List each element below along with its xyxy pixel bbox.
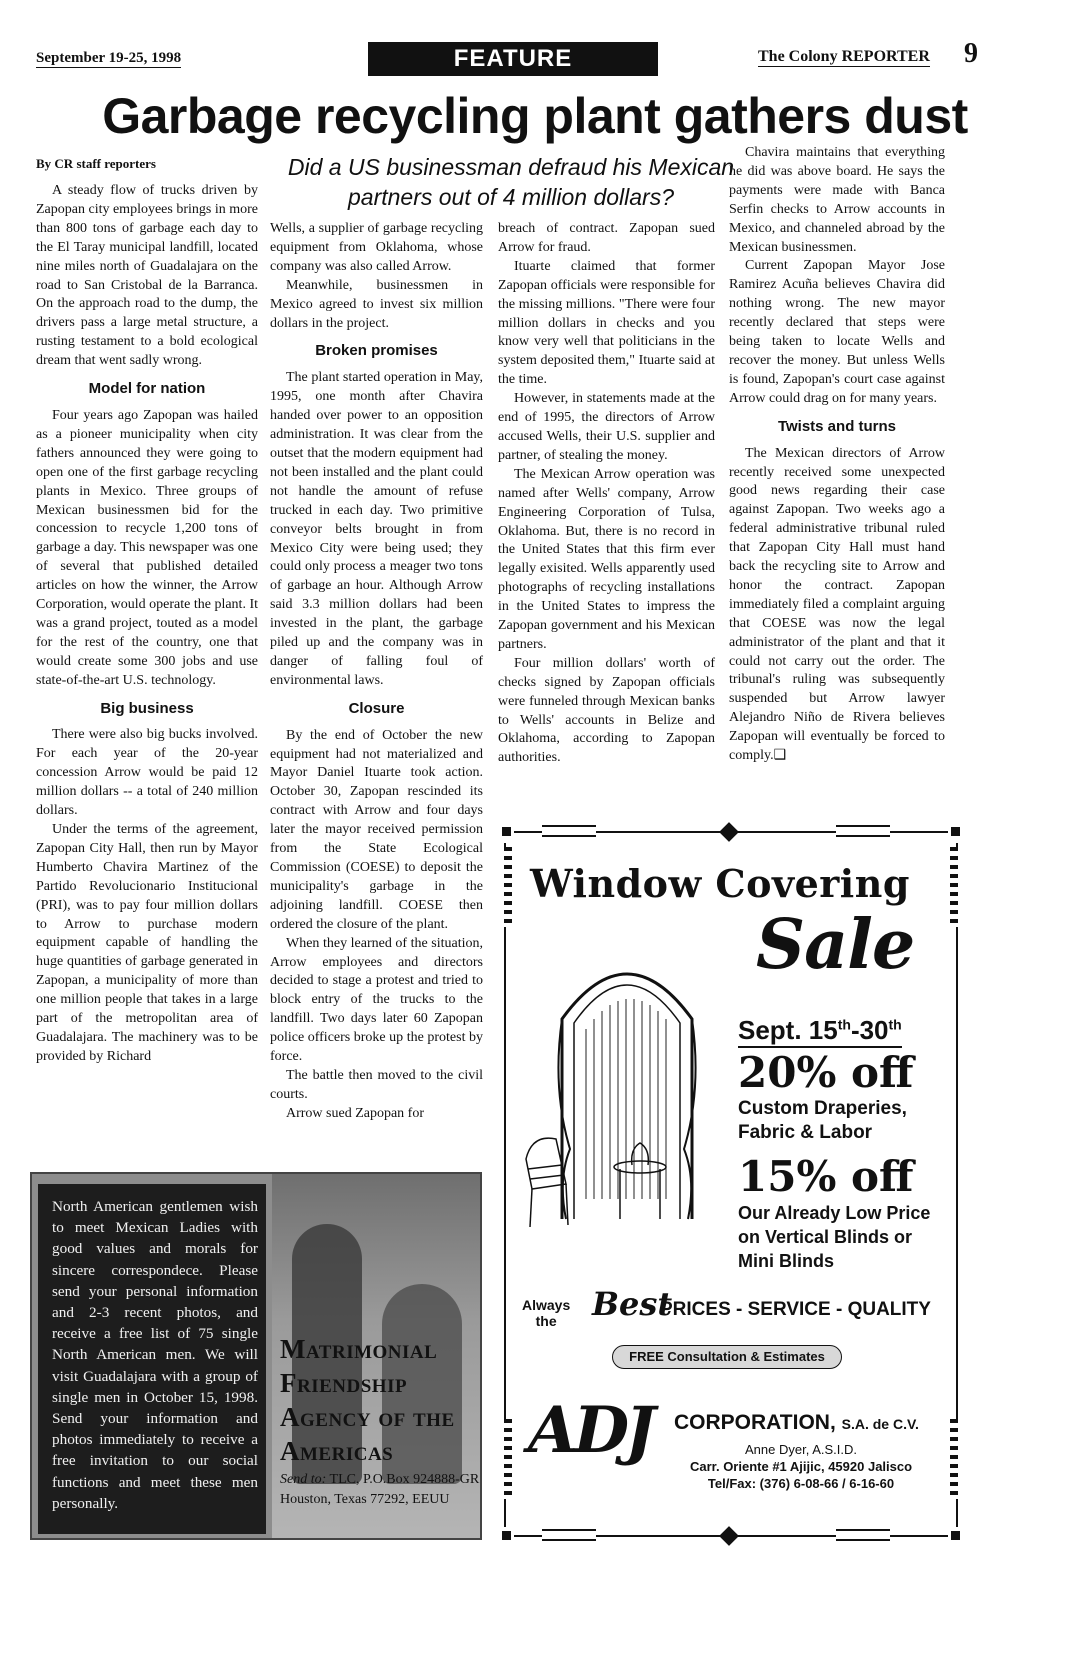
ad-border-left (504, 843, 514, 1527)
section-label: FEATURE (368, 42, 658, 76)
article-column-3 (498, 220, 715, 768)
article-column-4 (729, 144, 945, 766)
classified-text: North American gentlemen wish to meet Mexican Ladies with good values and morals for sincere correspondece. Please send your personal information and 2-3 recent photos, and receive a free list of 75 single North American men. We will visit Guadalajara with a group of single men in October 15, 1998. Send your information and photos immediately to receive a free invitation to our social functions and meet these men personally. (38, 1184, 266, 1534)
ad-title: Window Covering (530, 861, 910, 906)
issue-date: September 19-25, 1998 (36, 50, 182, 66)
paragraph: There were also big bucks involved. For each year of the 20-year concession Arrow would be paid 12 million dollars -- a total of 240 million dollars. (36, 727, 258, 819)
sale-dates-text: -30 (850, 1015, 889, 1045)
ordinal: th (888, 1016, 902, 1033)
vine-ornament-icon (836, 1529, 890, 1541)
paragraph: The plant started operation in May, 1995, one month after Chavira handed over power to an opposition administration. It was clear from the outset that the modern equipment had not been installed and the plant could not handle the amount of refuse trucked in each day. Two primitive conveyor belts brought in from Mexico City were being used; they could only process a meager two tons of garbage an hour. Although Arrow said 3.3 million dollars had been invested in the plant, the garbage piled up and the company was in danger of falling foul of environmental laws. (270, 370, 483, 688)
classified-photo (272, 1174, 482, 1540)
border-square-icon (502, 827, 511, 836)
tagline-the: the (535, 1313, 557, 1329)
article-column-1 (36, 182, 258, 1067)
byline: By CR staff reporters (36, 156, 156, 171)
paragraph: Under the terms of the agreement, Zapopan City Hall, then run by Mayor Humberto Chavira Martinez of the Partido Revolucionario Institucional (PRI), was to pay four million dollars to Arrow to purchase modern equipment capable of handling the huge quantities of garbage generated in Zapopan, a municipality of more than one million people that takes in a large part of the metropolitan area of Guadalajara. The machinery was to be provided by Richard (36, 822, 258, 1064)
free-consultation-badge: FREE Consultation & Estimates (612, 1345, 842, 1369)
tagline-prices: PRICES - SERVICE - QUALITY (660, 1299, 931, 1320)
paragraph (729, 445, 945, 766)
agency-name: Matrimonial Friendship Agency of the Americas (280, 1334, 455, 1466)
tagline-best: Best (592, 1285, 673, 1323)
vine-ornament-icon (504, 847, 512, 927)
subhead: Did a US businessman defraud his Mexican partners out of 4 million dollars? (287, 154, 735, 210)
sale-dates (738, 1015, 902, 1048)
paragraph: However, in statements made at the end of 1995, the directors of Arrow accused Wells, their U.S. supplier and partner, of stealing the money. (498, 391, 715, 463)
vine-ornament-icon (836, 825, 890, 837)
section-heading: Broken promises (315, 342, 438, 360)
diamond-ornament-icon (719, 1526, 739, 1546)
paragraph: When they learned of the situation, Arrow employees and directors decided to stage a protest and tried to block entry of the trucks to the landfill. Two days later 60 Zapopan police officers broke up the protest by force. (270, 935, 483, 1065)
vertical-blinds (586, 999, 666, 1199)
offer-2-description: Our Already Low Price on Vertical Blinds or Mini Blinds (738, 1203, 931, 1271)
masthead (36, 38, 1000, 78)
headline: Garbage recycling plant gathers dust (102, 88, 968, 144)
send-to-label: Send to: (280, 1472, 327, 1487)
section-heading: Twists and turns (777, 417, 897, 435)
border-square-icon (951, 1531, 960, 1540)
company-suffix: S.A. de C.V. (841, 1416, 919, 1432)
ad-border-top (502, 825, 960, 839)
paragraph: Ituarte claimed that former Zapopan officials were responsible for the missing millions. "There were four million dollars in checks and you know very well that politicians in the system deposited them," Ituarte said at the time. (498, 258, 715, 388)
diamond-ornament-icon (719, 822, 739, 842)
border-square-icon (951, 827, 960, 836)
classified-ad (30, 1172, 482, 1540)
paragraph: Four years ago Zapopan was hailed as a pioneer municipality when city fathers announced they were going to open one of the first garbage recycling plants in Mexico. Three groups of Mexican businessmen bid for the concession to recycle 1,200 tons of garbage a day. This newspaper was one of several that published detailed articles on how the winner, the Arrow Corporation, would operate the plant. It was a grand project, touted as a model for the rest of the country, one that would create some 300 jobs and use state-of-the-art U.S. technology. (36, 407, 258, 688)
window-covering-ad (502, 825, 960, 1543)
company-name-text: CORPORATION, (674, 1411, 836, 1434)
section-heading: Closure (348, 699, 405, 717)
vine-ornament-icon (504, 1419, 512, 1499)
address-line: TLC, P.O.Box 924888-GR (329, 1472, 480, 1487)
paragraph: Current Zapopan Mayor Jose Ramirez Acuña believes Chavira did nothing wrong. The new mayor recently declared that steps were being taken to locate Wells and recover the money. But unless Wells is found, Zapopan's court case against Arrow could drag on for many years. (729, 258, 945, 406)
vine-ornament-icon (542, 825, 596, 837)
contact-person: Anne Dyer, A.S.I.D. (745, 1442, 857, 1457)
border-square-icon (502, 1531, 511, 1540)
paragraph: By the end of October the new equipment had not materialized and Mayor Daniel Ituarte took action. October 30, Zapopan rescinded its contract with Arrow and four days later the mayor received permission from the State Ecological Commission (COESE) to deposit the municipality's garbage in the adjoining landfill. COESE then ordered the closure of the plant. (270, 727, 483, 932)
page-number: 9 (964, 38, 978, 69)
paragraph: A steady flow of trucks driven by Zapopan city employees brings in more than 800 tons of garbage each day to the El Taray municipal landfill, located nine miles north of Guadalajara on the road to San Cristobal de la Barranca. On the approach road to the dump, the drivers pass a large metal structure, a rusting testament to a bold ecological dream that went sadly wrong. (36, 183, 258, 369)
paragraph: Wells, a supplier of garbage recycling equipment from Oklahoma, whose company was also called Arrow. (270, 221, 483, 274)
ordinal: th (837, 1016, 851, 1033)
contact-address: Carr. Oriente #1 Ajijic, 45920 Jalisco (689, 1459, 913, 1474)
paragraph: Meanwhile, businessmen in Mexico agreed to invest six million dollars in the project. (270, 277, 483, 331)
paragraph: The battle then moved to the civil courts. (270, 1067, 483, 1102)
paragraph: breach of contract. Zapopan sued Arrow for fraud. (498, 221, 715, 255)
paragraph: The Mexican Arrow operation was named after Wells' company, Arrow Engineering Corporation of Tulsa, Oklahoma. But, there is no record in the United States that this firm ever legally exisited. Wells apparently used photographs of recycling installations in the United States to impress the Zapopan government and his Mexican partners. (498, 466, 715, 652)
ad-border-bottom (502, 1529, 960, 1543)
drape-right (684, 1019, 696, 1219)
paragraph: Chavira maintains that everything he did was above board. He says the payments were made with Banca Serfin checks to Arrow accounts in Mexico, and channeled abroad by the Mexican businessmen. (729, 145, 945, 255)
paragraph-text: The Mexican directors of Arrow recently received some unexpected good news regarding their case against Zapopan. Two weeks ago a federal administrative tribunal ruled that Zapopan City Hall must hand back the recycling site to Arrow and honor the contract. Zapopan immediately filed a complaint arguing that COESE was now the legal administrator of the plant and that it could not carry out the order. The tribunal's ruling was subsequently suspended but Arrow lawyer Alejandro Niño de Rivera believes Zapopan will eventually be forced to comply. (729, 445, 945, 764)
tagline-always: Always (522, 1297, 571, 1313)
company-logo: ADJ (528, 1393, 652, 1468)
contact-phone: Tel/Fax: (376) 6-08-66 / 6-16-60 (707, 1476, 895, 1491)
vine-ornament-icon (950, 847, 958, 927)
section-heading: Model for nation (88, 380, 206, 398)
vine-ornament-icon (950, 1419, 958, 1499)
ad-border-right (948, 843, 958, 1527)
drape-left (558, 1019, 570, 1219)
agency-address (280, 1470, 480, 1510)
sale-script: Sale (756, 905, 915, 985)
sale-dates-text: Sept. 15 (738, 1015, 838, 1045)
vine-ornament-icon (542, 1529, 596, 1541)
offer-2-discount: 15% off (738, 1152, 914, 1201)
window-arch (562, 974, 692, 1219)
window-arch-inner (574, 985, 680, 1219)
end-mark-icon: ❑ (773, 748, 787, 764)
article-column-2 (270, 220, 483, 1124)
company-name (674, 1411, 919, 1435)
offer-1-discount: 20% off (738, 1048, 914, 1097)
company-contact (670, 1441, 932, 1492)
tagline-prefix (522, 1297, 570, 1329)
section-heading: Big business (100, 699, 194, 717)
offer-1-description: Custom Draperies, Fabric & Labor (738, 1098, 907, 1143)
paper-name: The Colony REPORTER (758, 48, 930, 65)
paragraph: Four million dollars' worth of checks signed by Zapopan officials were funneled through Mexican banks to Wells' accounts in Belize and Oklahoma, according to Zapopan authorities. (498, 655, 715, 766)
paragraph: Arrow sued Zapopan for (286, 1105, 425, 1121)
window-drapery-illustration (522, 929, 732, 1229)
address-line: Houston, Texas 77292, EEUU (280, 1492, 450, 1507)
